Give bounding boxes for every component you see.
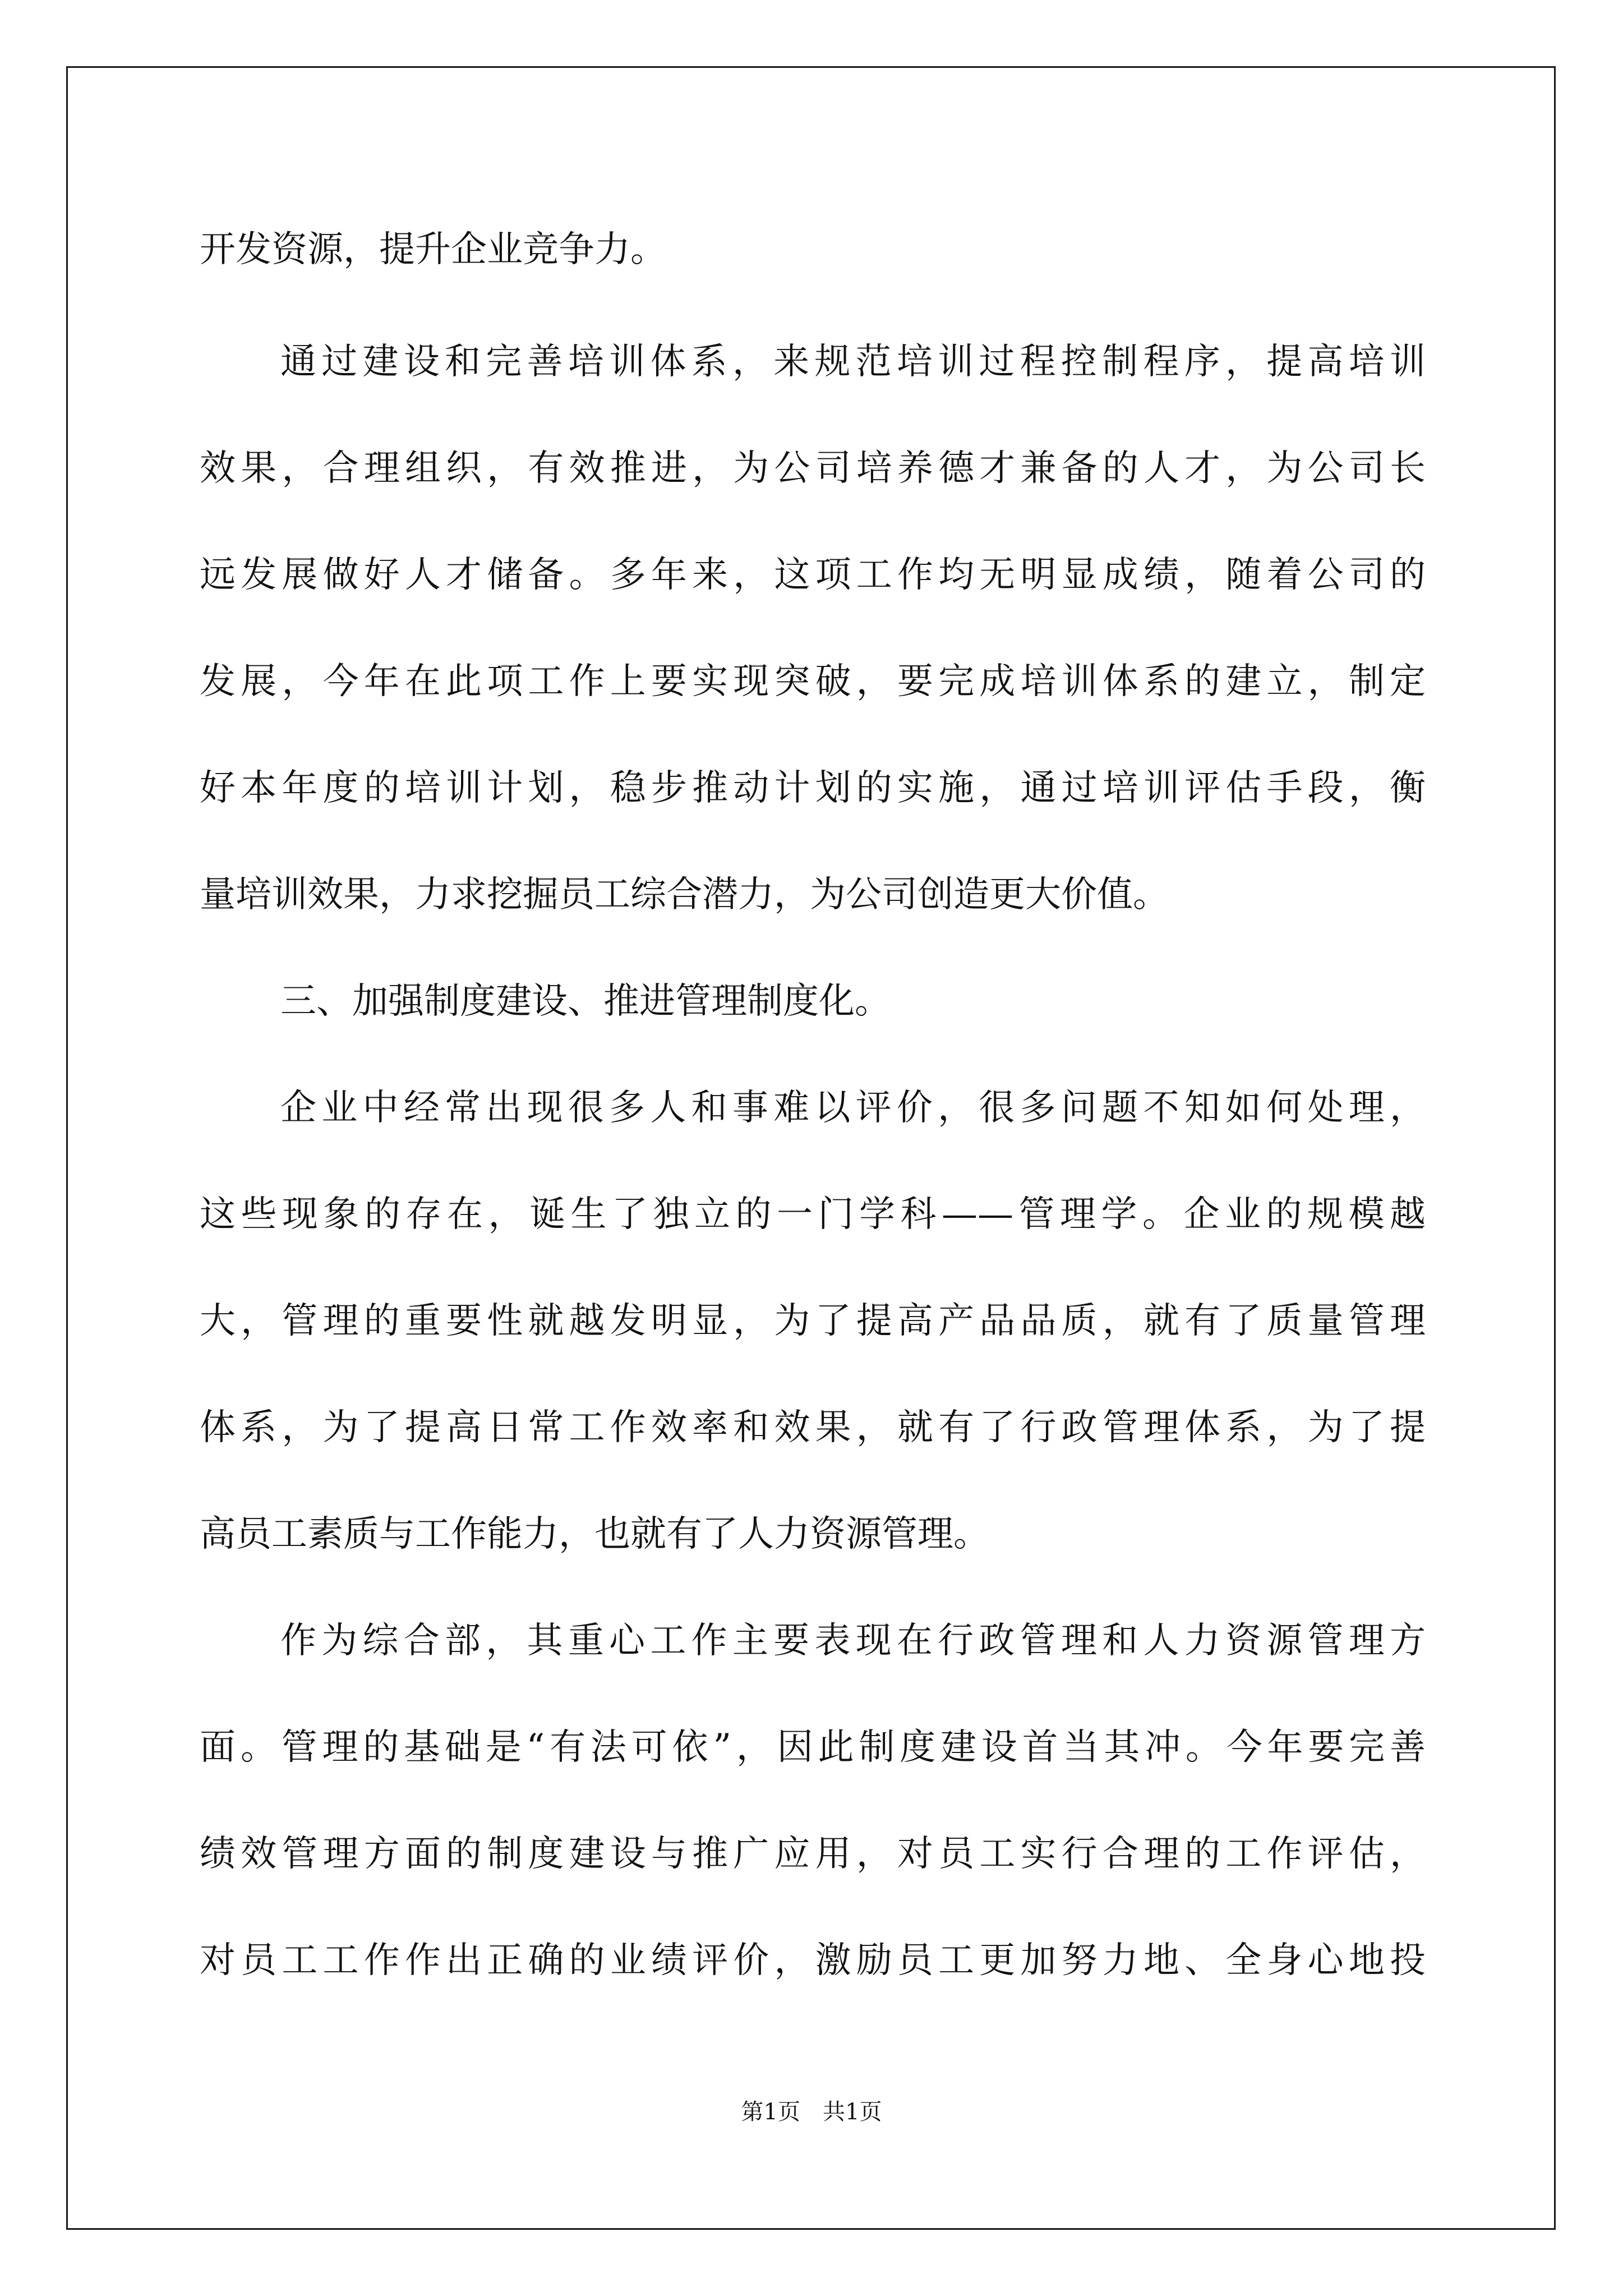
page-footer: 第1页 共1页: [741, 2099, 882, 2125]
page-border: [66, 66, 1556, 2230]
